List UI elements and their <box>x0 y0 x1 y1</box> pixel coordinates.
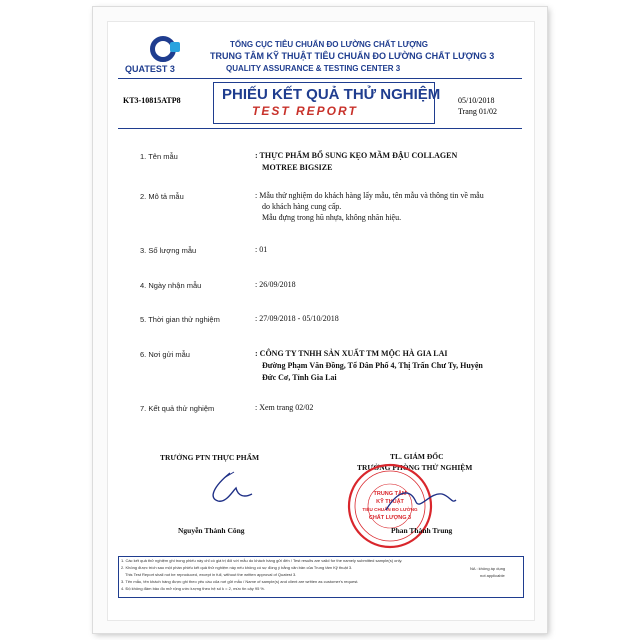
field-label: 2. Mô tả mẫu <box>140 192 184 201</box>
field-value: : 26/09/2018 <box>255 280 296 289</box>
field-label: 4. Ngày nhận mẫu <box>140 281 202 290</box>
field-value: : 27/09/2018 - 05/10/2018 <box>255 314 339 323</box>
field-label: 3. Số lượng mẫu <box>140 246 197 255</box>
header-line-2: TRUNG TÂM KỸ THUẬT TIÊU CHUẨN ĐO LƯỜNG CHẤT LƯỢNG 3 <box>210 51 495 61</box>
field-value: : CÔNG TY TNHH SẢN XUẤT TM MỘC HÀ GIA LAI <box>255 349 448 358</box>
field-value: : Mẫu thử nghiệm do khách hàng lấy mẫu, tên mẫu và thông tin về mẫu <box>255 191 484 200</box>
legend-na-en: not applicable <box>480 573 505 578</box>
right-signatory-title-1: TL. GIÁM ĐỐC <box>390 452 444 461</box>
field-value: MOTREE BIGSIZE <box>262 163 333 172</box>
field-value: do khách hàng cung cấp. <box>262 202 342 211</box>
logo-accent-icon <box>170 42 180 52</box>
legend-na: NA : không áp dụng <box>470 566 506 571</box>
right-signature-icon <box>380 480 460 520</box>
stamp-text: KỸ THUẬT <box>376 499 404 505</box>
field-label: 7. Kết quả thử nghiệm <box>140 404 215 413</box>
title-rule <box>118 128 522 129</box>
footer-note: 4. Độ không đảm bảo đo mở rộng ước lượng theo hệ số k = 2, mức tin cậy 95 %. <box>121 586 266 591</box>
field-value: : 01 <box>255 245 268 254</box>
field-label: 1. Tên mẫu <box>140 152 178 161</box>
footer-note: 2. Không được trích sao một phần phiếu kết quả thử nghiệm này nếu không có sự đồng ý bằng văn bản của Trung tâm Kỹ thuật 3. <box>121 565 353 570</box>
field-value: Đức Cơ, Tỉnh Gia Lai <box>262 373 337 382</box>
field-label: 5. Thời gian thử nghiệm <box>140 315 220 324</box>
header-line-3: QUALITY ASSURANCE & TESTING CENTER 3 <box>226 64 401 73</box>
stamp-text: CHẤT LƯỢNG 3 <box>368 515 412 521</box>
stamp-text: TIÊU CHUẨN ĐO LƯỜNG <box>362 507 418 512</box>
right-signatory-name: Phan Thành Trung <box>391 526 453 535</box>
field-label: 6. Nơi gửi mẫu <box>140 350 190 359</box>
field-value: : Xem trang 02/02 <box>255 403 314 412</box>
header-line-1: TỔNG CỤC TIÊU CHUẨN ĐO LƯỜNG CHẤT LƯỢNG <box>230 40 429 49</box>
left-signature-icon <box>200 468 260 508</box>
report-code: KT3-10815ATP8 <box>123 96 181 105</box>
footer-note: This Test Report shall not be reproduced, except in full, without the written approval of Quatest 3. <box>125 572 297 577</box>
stamp-text: TRUNG TÂM <box>373 491 407 497</box>
report-title-en: TEST REPORT <box>252 104 358 118</box>
right-signatory-title-2: TRƯỞNG PHÒNG THỬ NGHIỆM <box>357 463 473 472</box>
left-signatory-name: Nguyễn Thành Công <box>178 526 245 535</box>
report-page: Trang 01/02 <box>458 107 498 116</box>
brand-name: QUATEST 3 <box>125 64 175 74</box>
header-rule <box>118 78 522 79</box>
field-value: Đường Phạm Văn Đồng, Tổ Dân Phố 4, Thị Trấn Chư Ty, Huyện <box>262 361 483 370</box>
report-date: 05/10/2018 <box>458 96 495 105</box>
footer-note: 3. Tên mẫu, tên khách hàng được ghi theo yêu cầu của nơi gửi mẫu / Name of sample(s) and client are written as customer's request. <box>121 579 359 584</box>
report-title-vi: PHIẾU KẾT QUẢ THỬ NGHIỆM <box>222 86 441 103</box>
left-signatory-title: TRƯỞNG PTN THỰC PHẨM <box>160 453 260 462</box>
field-value: Mẫu đựng trong hũ nhựa, không nhãn hiệu. <box>262 213 402 222</box>
field-value: : THỰC PHẨM BỔ SUNG KẸO MẦM ĐẬU COLLAGEN <box>255 151 458 160</box>
footer-note: 1. Các kết quả thử nghiệm ghi trong phiếu này chỉ có giá trị đối với mẫu do khách hàng gửi đến / Test results are valid for the namely submitted sample(s) only. <box>121 558 403 563</box>
